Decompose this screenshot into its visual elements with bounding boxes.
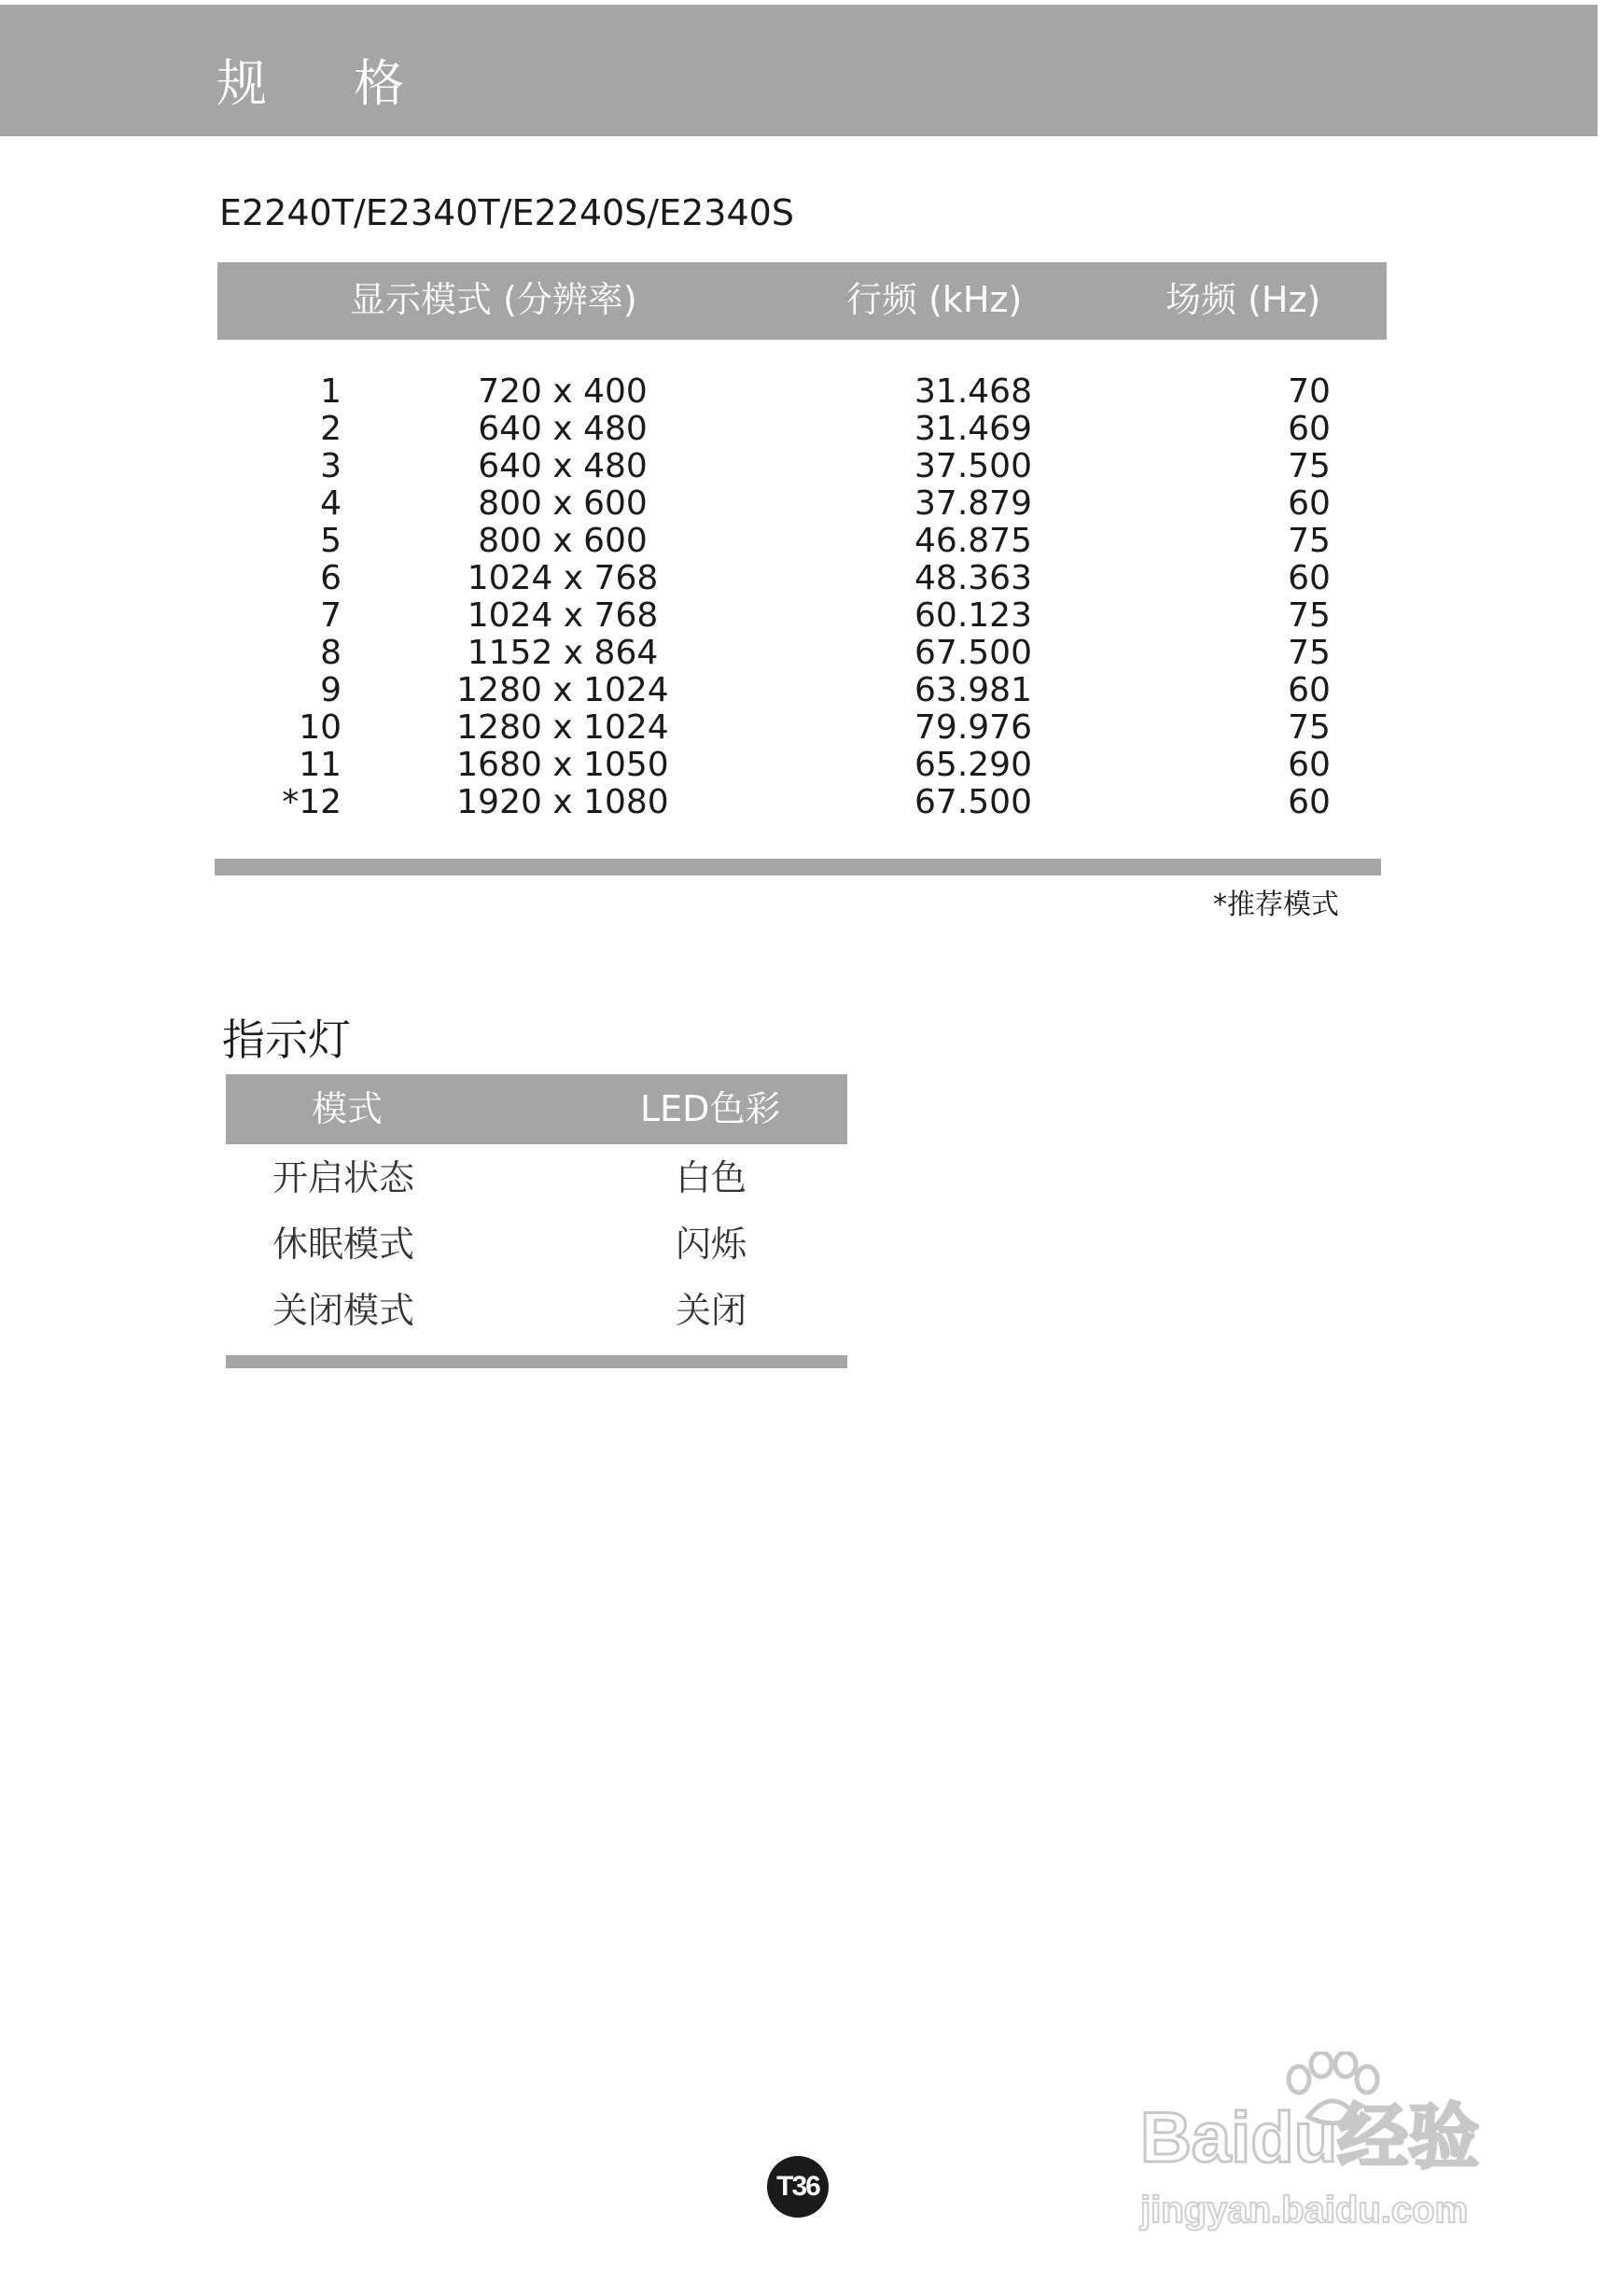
led-color-cell: 白色 xyxy=(676,1157,747,1198)
table-row xyxy=(217,560,1387,597)
led-table-footer-bar xyxy=(226,1355,847,1368)
vertical-frequency-cell: 60 xyxy=(1288,671,1331,709)
mode-number-cell: 4 xyxy=(320,484,342,523)
header-led-mode: 模式 xyxy=(312,1088,384,1129)
mode-number-cell: 11 xyxy=(299,746,342,784)
horizontal-frequency-cell: 65.290 xyxy=(914,746,1032,784)
watermark-brand: Baidu经验 xyxy=(1140,2098,1480,2177)
mode-number-cell: 2 xyxy=(320,410,342,448)
vertical-frequency-cell: 75 xyxy=(1288,708,1331,747)
led-mode-cell: 开启状态 xyxy=(272,1157,415,1198)
vertical-frequency-cell: 75 xyxy=(1288,522,1331,560)
horizontal-frequency-cell: 37.879 xyxy=(914,484,1032,523)
resolution-cell: 800 x 600 xyxy=(478,484,648,523)
table-row xyxy=(217,373,1387,411)
resolution-cell: 1680 x 1050 xyxy=(456,746,669,784)
resolution-cell: 1024 x 768 xyxy=(467,559,659,597)
resolution-cell: 640 x 480 xyxy=(478,410,648,448)
table-row xyxy=(217,784,1387,821)
resolution-cell: 800 x 600 xyxy=(478,522,648,560)
table-row xyxy=(217,448,1387,485)
table-row xyxy=(217,597,1387,635)
resolution-cell: 1280 x 1024 xyxy=(456,671,669,709)
mode-number-cell: 3 xyxy=(320,447,342,485)
led-table-header xyxy=(226,1074,847,1144)
mode-number-cell: 10 xyxy=(299,708,342,747)
vertical-frequency-cell: 60 xyxy=(1288,410,1331,448)
mode-number-cell: 1 xyxy=(320,372,342,411)
resolution-cell: 1152 x 864 xyxy=(467,634,659,672)
table-row xyxy=(217,635,1387,672)
mode-number-cell: 8 xyxy=(320,634,342,672)
mode-number-cell: 7 xyxy=(320,596,342,635)
baidu-watermark xyxy=(1140,2051,1532,2238)
resolution-cell: 1280 x 1024 xyxy=(456,708,669,747)
vertical-frequency-cell: 70 xyxy=(1288,372,1331,411)
led-mode-cell: 关闭模式 xyxy=(272,1290,415,1331)
header-led-color: LED色彩 xyxy=(640,1088,781,1129)
header-horizontal-frequency: 行频 (kHz) xyxy=(846,279,1023,320)
spec-table-footer-bar xyxy=(215,859,1381,875)
table-row xyxy=(217,485,1387,523)
vertical-frequency-cell: 60 xyxy=(1288,783,1331,821)
table-row xyxy=(217,411,1387,448)
recommended-mode-note: *推荐模式 xyxy=(1213,889,1339,921)
horizontal-frequency-cell: 63.981 xyxy=(914,671,1032,709)
page-number-badge: T36 xyxy=(767,2156,829,2218)
table-row xyxy=(217,709,1387,747)
horizontal-frequency-cell: 67.500 xyxy=(914,634,1032,672)
model-line: E2240T/E2340T/E2240S/E2340S xyxy=(219,192,794,233)
resolution-cell: 640 x 480 xyxy=(478,447,648,485)
horizontal-frequency-cell: 31.469 xyxy=(914,410,1032,448)
vertical-frequency-cell: 60 xyxy=(1288,484,1331,523)
resolution-cell: 1920 x 1080 xyxy=(456,783,669,821)
vertical-frequency-cell: 75 xyxy=(1288,447,1331,485)
led-section-title: 指示灯 xyxy=(222,1015,351,1065)
spec-table-header xyxy=(217,262,1387,340)
vertical-frequency-cell: 75 xyxy=(1288,596,1331,635)
led-mode-cell: 休眠模式 xyxy=(272,1224,415,1265)
table-row xyxy=(217,747,1387,784)
vertical-frequency-cell: 60 xyxy=(1288,746,1331,784)
horizontal-frequency-cell: 37.500 xyxy=(914,447,1032,485)
header-bar xyxy=(0,5,1598,136)
mode-number-cell: 6 xyxy=(320,559,342,597)
mode-number-cell: 5 xyxy=(320,522,342,560)
table-row xyxy=(226,1286,847,1352)
spec-table-body xyxy=(217,373,1387,821)
table-row xyxy=(217,523,1387,560)
mode-number-cell: 9 xyxy=(320,671,342,709)
horizontal-frequency-cell: 67.500 xyxy=(914,783,1032,821)
horizontal-frequency-cell: 31.468 xyxy=(914,372,1032,411)
mode-number-cell: *12 xyxy=(282,783,342,821)
header-vertical-frequency: 场频 (Hz) xyxy=(1165,279,1321,320)
horizontal-frequency-cell: 48.363 xyxy=(914,559,1032,597)
led-table-body xyxy=(226,1154,847,1352)
header-display-mode: 显示模式 (分辨率) xyxy=(350,279,637,320)
horizontal-frequency-cell: 46.875 xyxy=(914,522,1032,560)
table-row xyxy=(226,1220,847,1286)
table-row xyxy=(217,672,1387,709)
table-row xyxy=(226,1154,847,1220)
resolution-cell: 1024 x 768 xyxy=(467,596,659,635)
page-title: 规 格 xyxy=(216,54,440,113)
led-color-cell: 闪烁 xyxy=(676,1224,747,1265)
watermark-url: jingyan.baidu.com xyxy=(1140,2190,1469,2231)
vertical-frequency-cell: 75 xyxy=(1288,634,1331,672)
vertical-frequency-cell: 60 xyxy=(1288,559,1331,597)
horizontal-frequency-cell: 79.976 xyxy=(914,708,1032,747)
led-color-cell: 关闭 xyxy=(676,1290,747,1331)
horizontal-frequency-cell: 60.123 xyxy=(914,596,1032,635)
resolution-cell: 720 x 400 xyxy=(478,372,648,411)
